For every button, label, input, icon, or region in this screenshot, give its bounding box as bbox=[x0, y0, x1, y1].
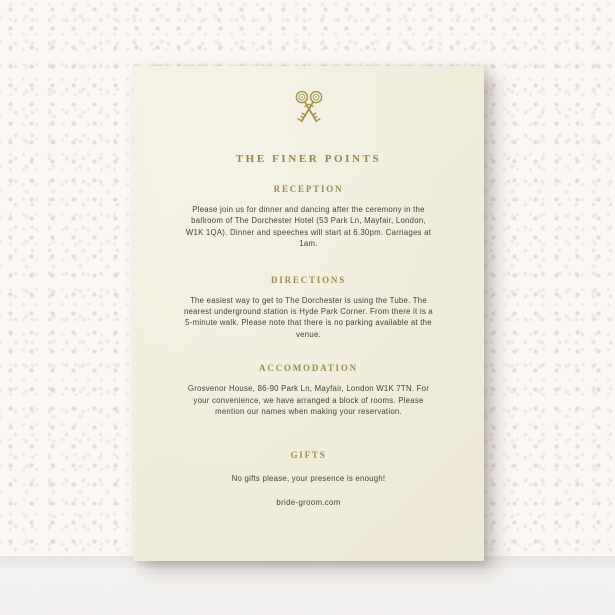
floor-texture bbox=[0, 556, 615, 615]
surface-floor bbox=[0, 556, 615, 615]
section-directions bbox=[133, 275, 484, 341]
section-body-accomodation: Grosvenor House, 86-90 Park Ln, Mayfair, London W1K 7TN. For your convenience, we have arranged a block of rooms. Please mention our names when making your reservation. bbox=[187, 384, 430, 417]
section-heading-reception: RECEPTION bbox=[273, 184, 344, 194]
wedding-website-url: bride-groom.com bbox=[276, 497, 341, 507]
section-body-directions: The easiest way to get to The Dorchester is using the Tube. The nearest underground station is Hyde Park Corner. From there it is a 5-minute walk. Please note that there is no parking available at the venue. bbox=[183, 295, 434, 339]
section-heading-directions: DIRECTIONS bbox=[270, 274, 346, 285]
section-heading-gifts: GIFTS bbox=[290, 450, 327, 461]
card-title: THE FINER POINTS bbox=[235, 153, 382, 165]
section-heading-accomodation: ACCOMODATION bbox=[259, 363, 358, 374]
crossed-keys-icon bbox=[288, 87, 330, 129]
section-body-reception: Please join us for dinner and dancing after the ceremony in the ballroom of The Dorchester Hotel (53 Park Ln, Mayfair, London, W1K 1QA). Dinner and speeches will start at 6.30pm. Carriages at 1am. bbox=[185, 205, 432, 249]
section-reception bbox=[133, 184, 484, 250]
section-body-gifts: No gifts please, your presence is enough! bbox=[231, 474, 386, 484]
section-gifts bbox=[133, 450, 484, 484]
wedding-info-card bbox=[133, 66, 484, 561]
section-accomodation bbox=[133, 363, 484, 417]
